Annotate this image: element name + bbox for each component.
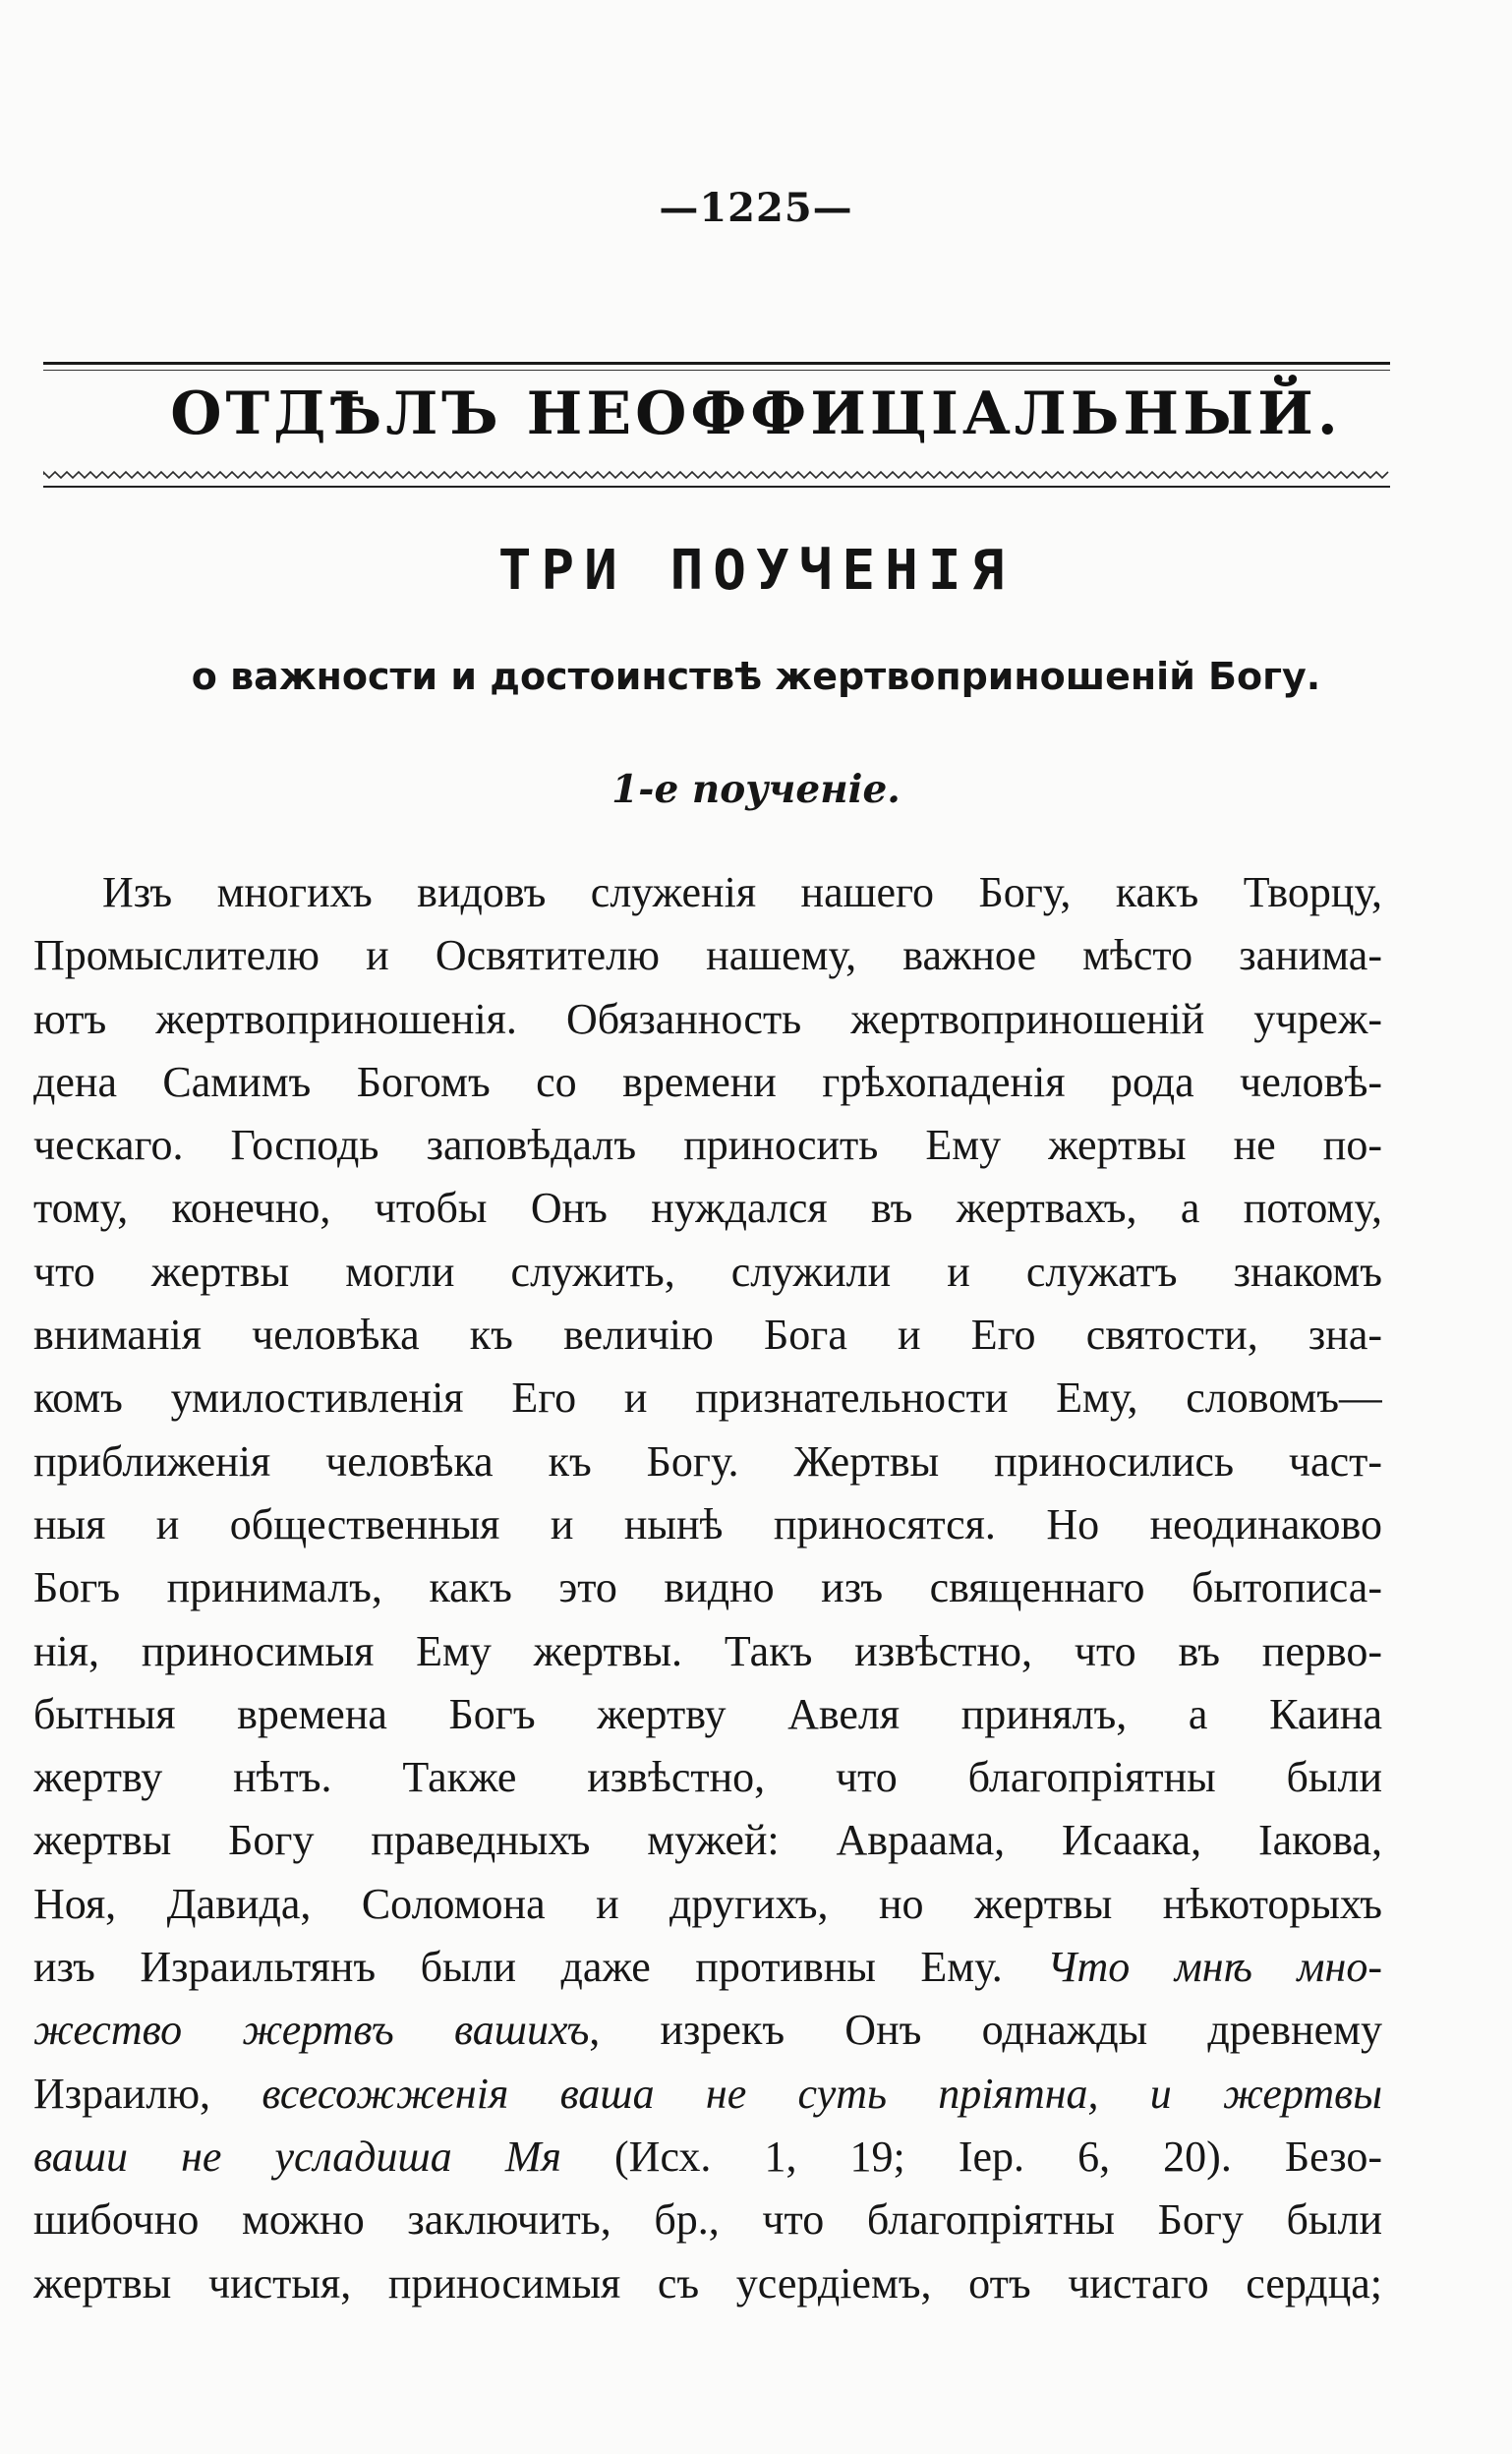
section-title: ОТДѢЛЪ НЕОФФИЦІАЛЬНЫЙ. — [170, 380, 1342, 448]
text-line — [33, 2063, 1382, 2126]
text-run: тому, конечно, чтобы Онъ нуждался въ жертвахъ, а потому, — [33, 1184, 1382, 1233]
document-subtitle: о важности и достоинствѣ жертвоприношеній Богу. — [191, 655, 1321, 698]
text-line — [33, 1304, 1382, 1367]
text-run: Промыслителю и Освятителю нашему, важное мѣсто занима- — [33, 931, 1382, 980]
text-run: Изъ многихъ видовъ служенія нашего Богу, какъ Творцу, — [102, 868, 1382, 916]
page-number: —1225— — [659, 185, 853, 231]
text-line — [33, 1177, 1382, 1240]
italic-quote: всесожженія ваша не суть пріятна, и жертвы — [262, 2069, 1382, 2118]
text-line — [33, 2126, 1382, 2189]
text-run: бытныя времена Богъ жертву Авеля принялъ, а Каина — [33, 1689, 1382, 1738]
text-run: вниманія человѣка къ величію Бога и Его святости, зна- — [33, 1311, 1382, 1360]
italic-quote: ваши не усладиша Мя — [33, 2132, 561, 2181]
text-line — [33, 1493, 1382, 1556]
italic-quote: жество жертвъ вашихъ — [33, 2006, 590, 2055]
document-title: ТРИ ПОУЧЕНІЯ — [497, 539, 1015, 603]
text-run: ческаго. Господь заповѣдалъ приносить Ему жертвы не по- — [33, 1121, 1382, 1170]
text-line — [33, 861, 1382, 924]
text-run: шибочно можно заключить, бр., что благопріятны Богу были — [33, 2195, 1382, 2245]
text-line — [33, 2252, 1382, 2315]
text-line — [33, 924, 1382, 987]
text-run: ныя и общественныя и нынѣ приносятся. Но неодинаково — [33, 1499, 1382, 1548]
text-run: (Исх. 1, 19; Іер. 6, 20). Безо- — [560, 2132, 1382, 2181]
text-run: жертвы Богу праведныхъ мужей: Авраама, Исаака, Іакова, — [33, 1816, 1382, 1865]
text-line — [33, 1999, 1382, 2062]
text-run: , изрекъ Онъ однажды древнему — [589, 2006, 1382, 2055]
text-line — [33, 1620, 1382, 1683]
text-line — [33, 1051, 1382, 1114]
text-line — [33, 1556, 1382, 1619]
text-line — [33, 1367, 1382, 1430]
italic-quote: Что мнѣ мно- — [1047, 1943, 1382, 1992]
text-run: дена Самимъ Богомъ со времени грѣхопаденія рода человѣ- — [33, 1057, 1382, 1106]
text-line — [33, 1746, 1382, 1809]
text-run: Богъ принималъ, какъ это видно изъ священнаго бытописа- — [33, 1563, 1382, 1612]
text-run: изъ Израильтянъ были даже противны Ему. — [33, 1943, 1048, 1992]
text-line — [33, 988, 1382, 1051]
text-line — [33, 1114, 1382, 1177]
text-run: нія, приносимыя Ему жертвы. Такъ извѣстно, что въ перво- — [33, 1626, 1382, 1675]
wavy-rule — [43, 470, 1390, 480]
text-line — [33, 1809, 1382, 1872]
text-line — [33, 1873, 1382, 1936]
text-run: ютъ жертвоприношенія. Обязанность жертвоприношеній учреж- — [33, 994, 1382, 1043]
top-rule-thin — [43, 370, 1390, 371]
text-line — [33, 1431, 1382, 1493]
text-run: Ноя, Давида, Соломона и другихъ, но жертвы нѣкоторыхъ — [33, 1879, 1382, 1928]
lesson-heading: 1-е поученіе. — [611, 767, 901, 812]
text-run: жертву нѣтъ. Также извѣстно, что благопріятны были — [33, 1753, 1382, 1802]
bottom-rule — [43, 486, 1390, 488]
text-line — [33, 2189, 1382, 2251]
top-rule — [43, 362, 1390, 365]
text-run: Израилю, — [33, 2069, 262, 2118]
body-text — [33, 861, 1382, 2315]
text-run: приближенія человѣка къ Богу. Жертвы приносились част- — [33, 1436, 1382, 1486]
text-line — [33, 1683, 1382, 1746]
text-line — [33, 1936, 1382, 1999]
text-run: что жертвы могли служить, служили и служатъ знакомъ — [33, 1247, 1382, 1296]
text-line — [33, 1241, 1382, 1304]
text-run: комъ умилостивленія Его и признательности Ему, словомъ— — [33, 1373, 1382, 1423]
text-run: жертвы чистыя, приносимыя съ усердіемъ, отъ чистаго сердца; — [33, 2258, 1382, 2308]
